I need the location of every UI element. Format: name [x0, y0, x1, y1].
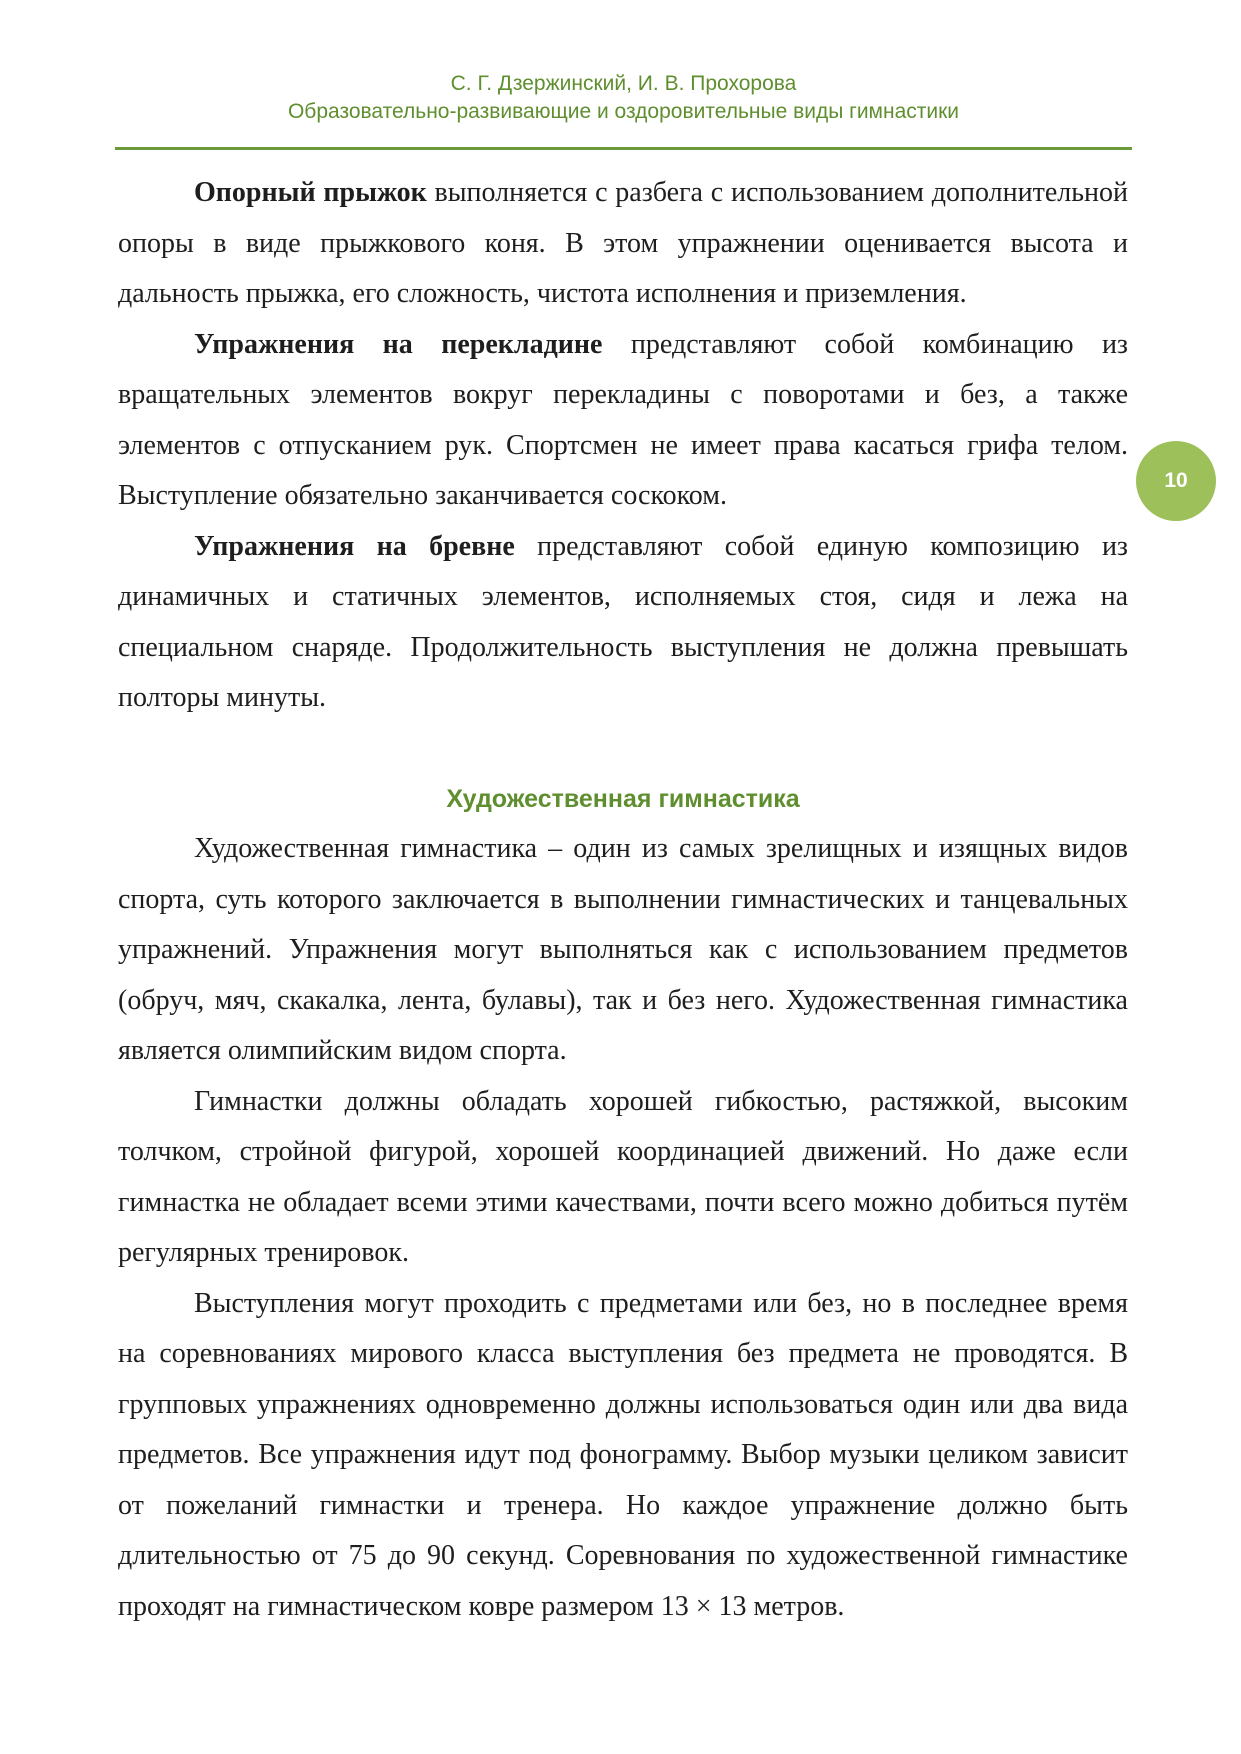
paragraph-gymnast-qualities: Гимнастки должны обладать хорошей гибкостью, растяжкой, высоким толчком, стройной фигурой, хорошей координацией движений. Но даже если гимнастка не обладает всеми этими качествами, почти всего можно добиться путём регулярных тренировок.	[118, 1085, 1128, 1268]
page-body	[118, 168, 1128, 1632]
paragraph-high-bar-text: представляют собой комбинацию из вращательных элементов вокруг перекладины с поворотами и без, а также элементов с отпусканием рук. Спортсмен не имеет права касаться грифа телом. Выступление обязательно заканчивается соскоком.	[118, 328, 1128, 511]
header-divider	[115, 147, 1132, 150]
paragraph-high-bar	[118, 320, 1128, 522]
term-vault: Опорный прыжок	[194, 177, 427, 208]
paragraph-balance-beam-text: представляют собой единую композицию из динамичных и статичных элементов, исполняемых стоя, сидя и лежа на специальном снаряде. Продолжительность выступления не должна превышать полторы минуты.	[118, 530, 1128, 713]
paragraph-rhythmic-intro: Художественная гимнастика – один из самых зрелищных и изящных видов спорта, суть которого заключается в выполнении гимнастических и танцевальных упражнений. Упражнения могут выполняться как с использованием предметов (обруч, мяч, скакалка, лента, булавы), так и без него. Художественная гимнастика является олимпийским видом спорта.	[118, 833, 1128, 1066]
header-authors: С. Г. Дзержинский, И. В. Прохорова	[450, 72, 797, 95]
page-number: 10	[1164, 469, 1188, 492]
page-number-badge	[1136, 441, 1216, 521]
paragraph-performances: Выступления могут проходить с предметами или без, но в последнее время на соревнованиях мирового класса выступления без предмета не проводятся. В групповых упражнениях одновременно должны использоваться один или два вида предметов. Все упражнения идут под фонограмму. Выбор музыки целиком зависит от пожеланий гимнастки и тренера. Но каждое упражнение должно быть длительностью от 75 до 90 секунд. Соревнования по художественной гимнастике проходят на гимнастическом ковре размером 13 × 13 метров.	[118, 1287, 1128, 1622]
term-high-bar: Упражнения на перекладине	[194, 328, 603, 360]
paragraph-vault-text: выполняется с разбега с использованием дополнительной опоры в виде прыжкового коня. В этом упражнении оценивается высота и дальность прыжка, его сложность, чистота исполнения и приземления.	[118, 177, 1128, 309]
paragraph-balance-beam	[118, 522, 1128, 724]
running-header	[115, 70, 1132, 126]
term-balance-beam: Упражнения на бревне	[194, 530, 515, 562]
section-title: Художественная гимнастика	[446, 784, 800, 813]
header-book-title: Образовательно-развивающие и оздоровительные виды гимнастики	[287, 100, 960, 123]
paragraph-vault	[118, 168, 1128, 320]
